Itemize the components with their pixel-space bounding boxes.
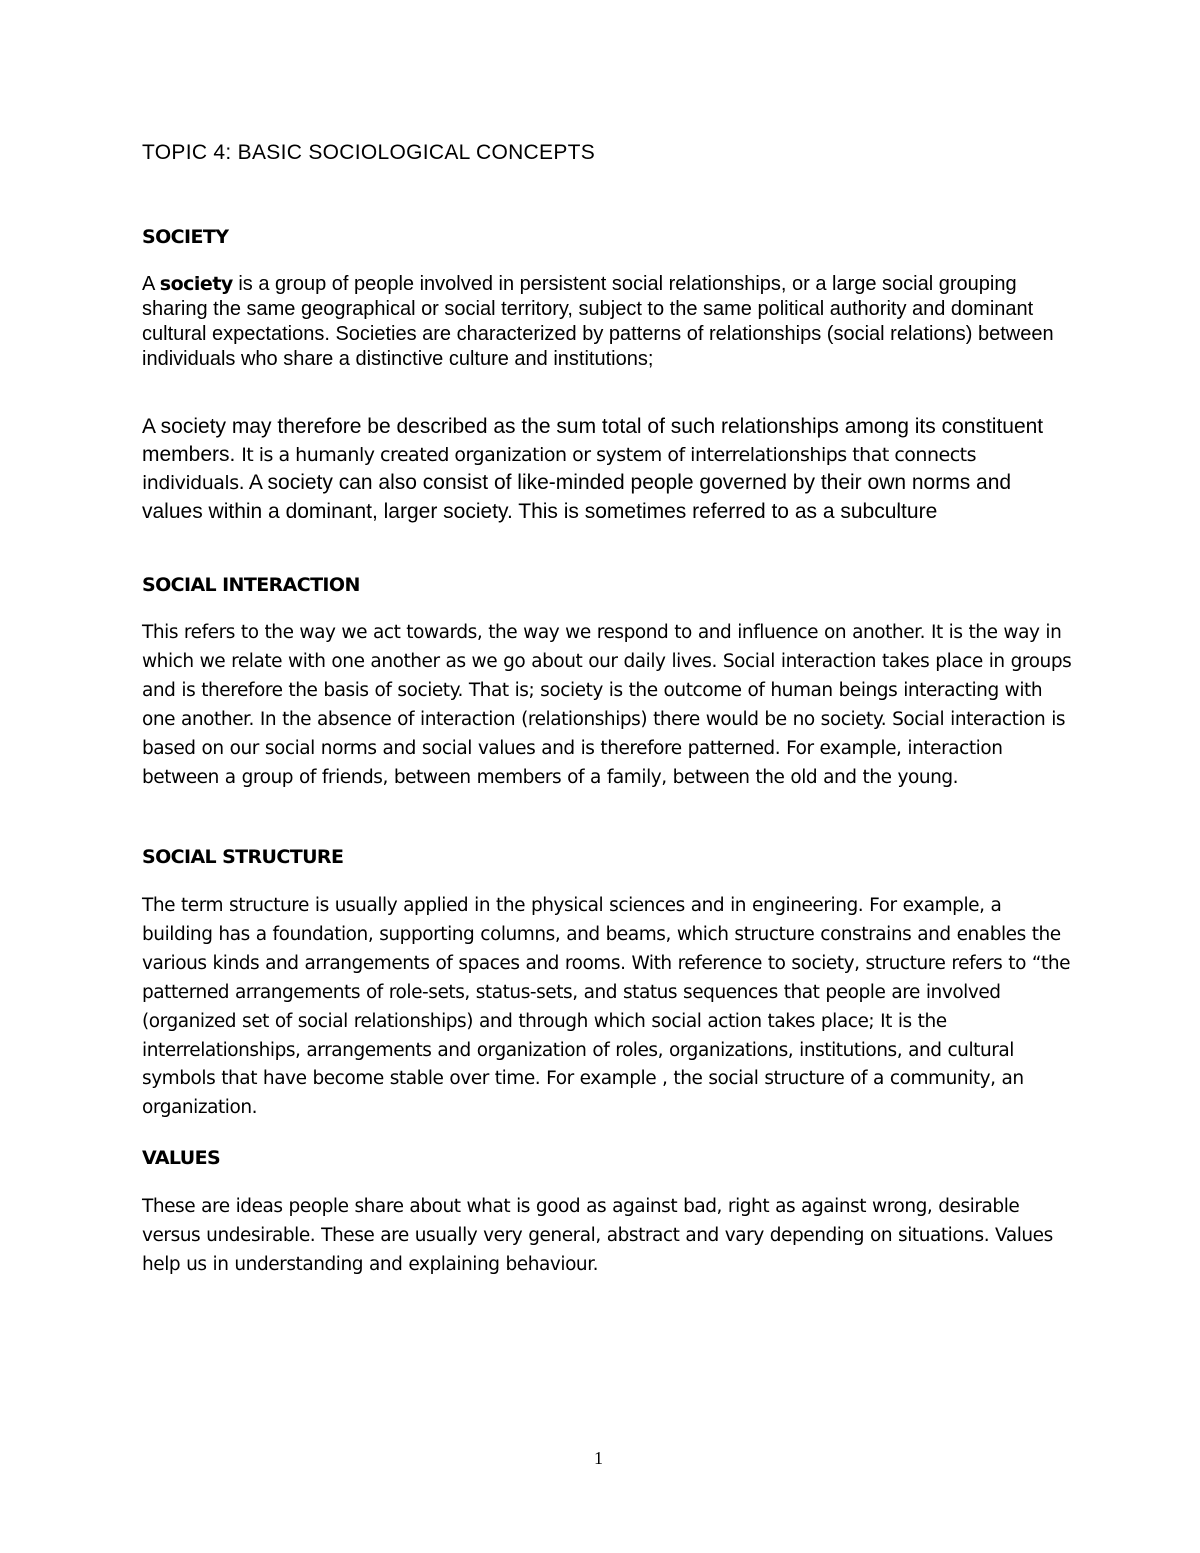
section-heading-social-interaction: SOCIAL INTERACTION	[142, 574, 360, 596]
society-term: society	[159, 273, 233, 295]
section-heading-society: SOCIETY	[142, 226, 229, 248]
page-number: 1	[594, 1448, 603, 1468]
values-paragraph: These are ideas people share about what is good as against bad, right as against wrong, desirable versus undesirable. These are usually very general, abstract and vary depending on situations. Values help us in understanding and explaining behaviour.	[142, 1196, 1053, 1275]
social-structure-paragraph: The term structure is usually applied in the physical sciences and in engineering. For example, a building has a foundation, supporting columns, and beams, which structure constrains and enables the various kinds and arrangements of spaces and rooms. With reference to society, structure refers to “the patterned arrangements of role-sets, status-sets, and status sequences that people are involved (organized set of social relationships) and through which social action takes place; It is the interrelationships, arrangements and organization of roles, organizations, institutions, and cultural symbols that have become stable over time. For example , the social structure of a community, an organization.	[142, 895, 1071, 1119]
social-interaction-paragraph: This refers to the way we act towards, the way we respond to and influence on another. It is the way in which we relate with one another as we go about our daily lives. Social interaction takes place in groups and is therefore the basis of society. That is; society is the outcome of human beings interacting with one another. In the absence of interaction (relationships) there would be no society. Social interaction is based on our social norms and social values and is therefore patterned. For example, interaction between a group of friends, between members of a family, between the old and the young.	[142, 622, 1072, 788]
document-title: TOPIC 4: BASIC SOCIOLOGICAL CONCEPTS	[142, 141, 596, 164]
section-heading-values: VALUES	[142, 1147, 221, 1169]
society-p1-lead: A	[142, 273, 160, 295]
section-heading-social-structure: SOCIAL STRUCTURE	[142, 846, 344, 868]
society-p2-definition: It is a humanly created organization or system of interrelationships that connects individuals.	[142, 443, 976, 494]
society-p2-lead: A society may therefore be described as the sum total of such relationships among its constituent members.	[142, 415, 1044, 466]
society-paragraph-2	[142, 413, 1072, 525]
society-p1-body: is a group of people involved in persistent social relationships, or a large social grouping sharing the same geographical or social territory, subject to the same political authority and dominant cultural expectations. Societies are characterized by patterns of relationships (social relations) between individuals who share a distinctive culture and institutions;	[142, 273, 1054, 370]
society-p2-tail: A society can also consist of like-minded people governed by their own norms and values within a dominant, larger society. This is sometimes referred to as a subculture	[142, 471, 1012, 523]
society-paragraph-1	[142, 272, 1072, 372]
